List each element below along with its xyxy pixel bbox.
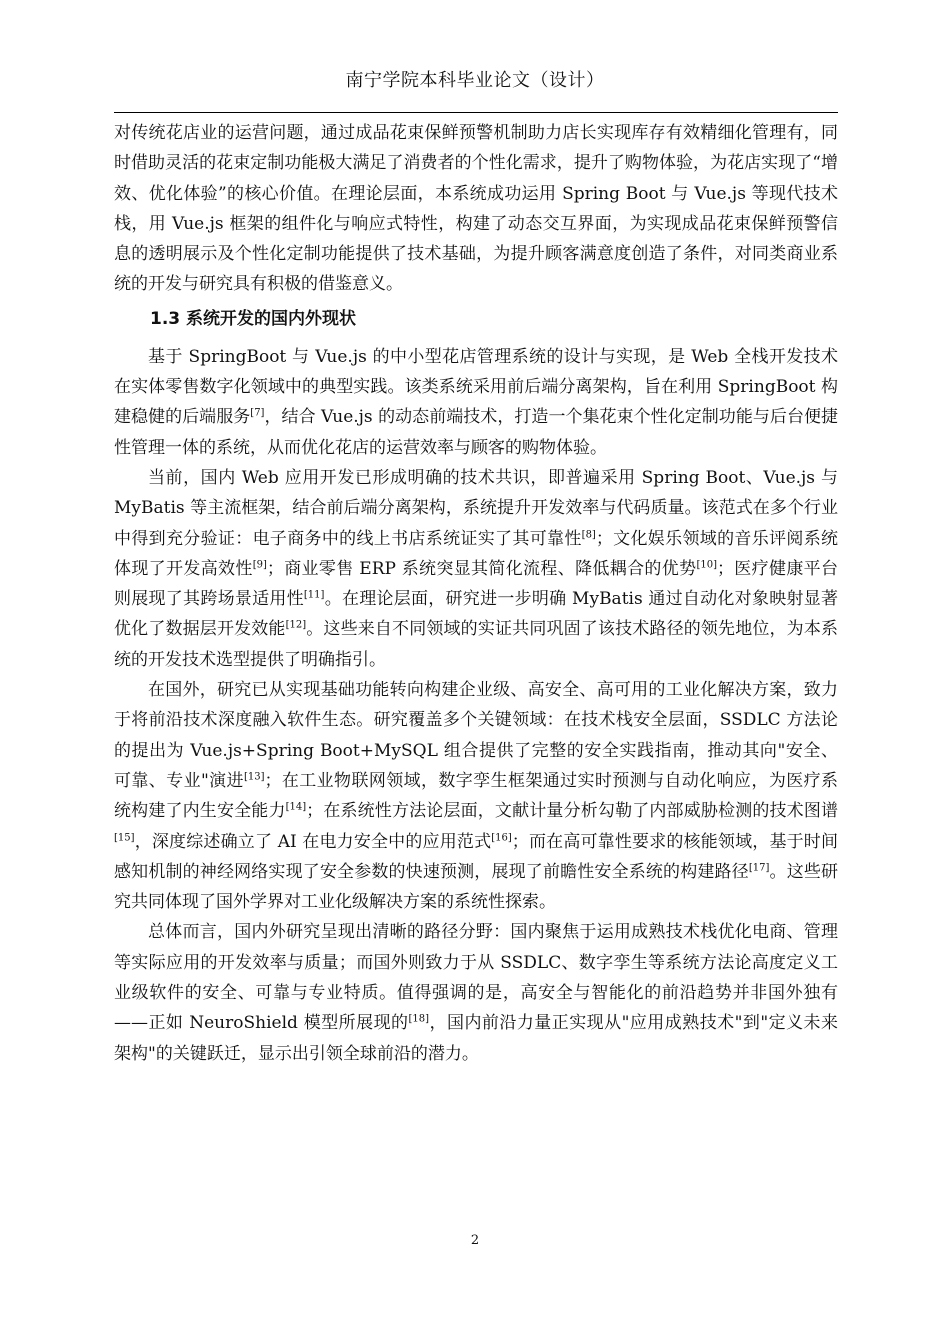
text-run: ，结合 Vue.js 的动态前端技术，打造一个集花束个性化定制功能与后台便捷性管理一体的系统，从而优化花店的运营效率与顾客的购物体验。 — [114, 407, 839, 458]
text-run: ；文化娱乐领域的音乐评阅系统体现了开发高效性 — [114, 528, 839, 579]
citation-ref: [15] — [114, 831, 135, 843]
text-run: ，深度综述确立了 AI 在电力安全中的应用范式 — [134, 831, 492, 852]
text-run: ；在工业物联网领域，数字孪生框架通过实时预测与自动化响应，为医疗系统构建了内生安全能力 — [114, 770, 838, 822]
citation-ref: [10] — [696, 559, 717, 571]
citation-ref: [14] — [285, 801, 307, 813]
header-rule — [114, 112, 838, 113]
text-run: 。这些来自不同领域的实证共同巩固了该技术路径的领先地位，为本系统的开发技术选型提供了明确指引。 — [114, 619, 838, 670]
citation-ref: [11] — [303, 589, 325, 601]
text-run: 。这些研究共同体现了国外学界对工业化级解决方案的系统性探索。 — [114, 861, 839, 913]
page-header: 南宁学院本科毕业论文（设计） — [345, 70, 605, 91]
citation-ref: [17] — [748, 862, 770, 874]
text-run: 在国外，研究已从实现基础功能转向构建企业级、高安全、高可用的工业化解决方案，致力于将前沿技术深度融入软件生态。研究覆盖多个关键领域：在技术栈安全层面，SSDLC 方法论的提出为 Vue.js+Spring Boot+MySQL 组合提供了完整的安全实践指南，推动其向"安全、可靠、专业"演进 — [114, 680, 838, 791]
citation-ref: [7] — [250, 407, 265, 419]
text-run: ；医疗健康平台则展现了其跨场景适用性 — [114, 558, 838, 610]
page-number: 2 — [470, 1233, 480, 1248]
text-run: 。在理论层面，研究进一步明确 MyBatis 通过自动化对象映射显著优化了数据层开发效能 — [114, 589, 838, 640]
text-run: 总体而言，国内外研究呈现出清晰的路径分野：国内聚焦于运用成熟技术栈优化电商、管理等实际应用的开发效率与质量；而国外则致力于从 SSDLC、数字孪生等系统方法论高度定义工业级软件的安全、可靠与专业特质。值得强调的是，高安全与智能化的前沿趋势并非国外独有——正如 NeuroShield 模型所展现的 — [114, 922, 838, 1034]
page-body — [114, 118, 838, 1069]
paragraph-3 — [114, 675, 838, 917]
text-run: 当前，国内 Web 应用开发已形成明确的技术共识，即普遍采用 Spring Boot、Vue.js 与 MyBatis 等主流框架，结合前后端分离架构，系统提升开发效率与代码质量。该范式在多个行业中得到充分验证：电子商务中的线上书店系统证实了其可靠性 — [114, 467, 838, 549]
citation-ref: [18] — [408, 1013, 430, 1025]
text-run: 基于 SpringBoot 与 Vue.js 的中小型花店管理系统的设计与实现，是 Web 全栈开发技术在实体零售数字化领域中的典型实践。该类系统采用前后端分离架构，旨在利用 SpringBoot 构建稳健的后端服务 — [114, 346, 838, 428]
paragraph-1 — [114, 342, 838, 463]
citation-ref: [16] — [491, 831, 512, 843]
citation-ref: [13] — [243, 771, 265, 783]
citation-ref: [9] — [252, 559, 267, 571]
paragraph-2 — [114, 463, 838, 675]
text-run: ，国内前沿力量正实现从"应用成熟技术"到"定义未来架构"的关键跃迁，显示出引领全球前沿的潜力。 — [114, 1013, 838, 1064]
paragraph-4 — [114, 917, 838, 1068]
citation-ref: [12] — [285, 619, 307, 631]
text-run: ；而在高可靠性要求的核能领域，基于时间感知机制的神经网络实现了安全参数的快速预测，展现了前瞻性安全系统的构建路径 — [114, 831, 838, 882]
text-run: ；商业零售 ERP 系统突显其简化流程、降低耦合的优势 — [266, 558, 697, 579]
section-heading: 1.3 系统开发的国内外现状 — [150, 308, 357, 329]
paragraph-continued: 对传统花店业的运营问题，通过成品花束保鲜预警机制助力店长实现库存有效精细化管理有，同时借助灵活的花束定制功能极大满足了消费者的个性化需求，提升了购物体验，为花店实现了“增效、优化体验”的核心价值。在理论层面，本系统成功运用 Spring Boot 与 Vue.js 等现代技术栈，用 Vue.js 框架的组件化与响应式特性，构建了动态交互界面，为实现成品花束保鲜预警信息的透明展示及个性化定制功能提供了技术基础，为提升顾客满意度创造了条件，对同类商业系统的开发与研究具有积极的借鉴意义。 — [114, 123, 838, 295]
citation-ref: [8] — [581, 528, 596, 540]
text-run: ；在系统性方法论层面，文献计量分析勾勒了内部威胁检测的技术图谱 — [306, 801, 839, 822]
